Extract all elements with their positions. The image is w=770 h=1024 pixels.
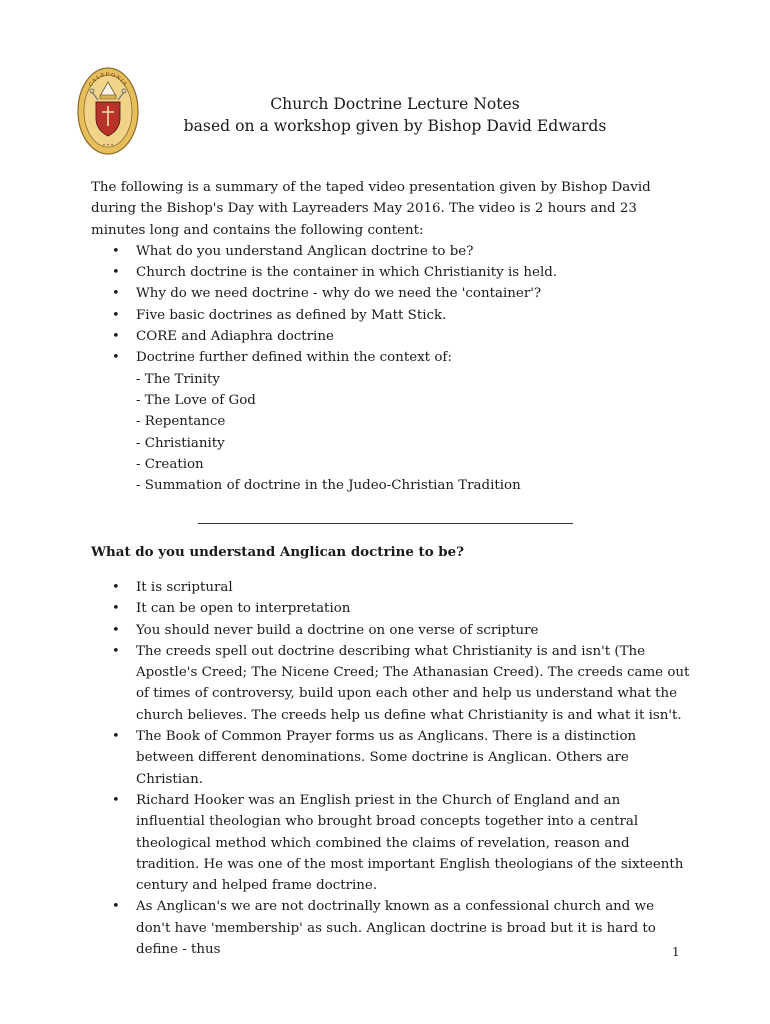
list-item-text: What do you understand Anglican doctrine to be? [136,243,474,259]
sub-list-item: - Christianity [136,435,225,451]
list-item [91,726,691,790]
sub-list-item: - Creation [136,456,204,472]
list-item-text: Richard Hooker was an English priest in the Church of England and an influential theologian who brought broad concepts together into a central theological method which combined the claims of revelation, reason and tradition. He was one of the most important English theologians of the sixteenth century and helped frame doctrine. [136,792,684,894]
list-item-text: Doctrine further defined within the context of: [136,350,452,366]
list-item [91,283,691,304]
bullet-icon: • [112,329,120,345]
bullet-icon: • [112,265,120,281]
bullet-icon: • [112,350,120,366]
list-item [91,305,691,326]
bullet-icon: • [112,643,120,659]
intro-paragraph: The following is a summary of the taped video presentation given by Bishop David during the Bishop's Day with Layreaders May 2016. The video is 2 hours and 23 minutes long and contains the following content: [91,180,651,238]
svg-text:CALEDONIA: CALEDONIA [87,71,129,88]
page-number: 1 [672,945,680,959]
list-item-text: CORE and Adiaphra doctrine [136,329,334,345]
list-item [91,598,691,619]
sub-list-item: - The Love of God [136,392,256,408]
bullet-icon: • [112,729,120,745]
doctrine-section [91,577,691,960]
section-divider [198,523,573,524]
bullet-icon: • [112,622,120,638]
list-item-text: Five basic doctrines as defined by Matt Stick. [136,307,447,323]
bullet-icon: • [112,792,120,808]
list-item-text: The Book of Common Prayer forms us as Anglicans. There is a distinction between different denominations. Some doctrine is Anglican. Others are Christian. [136,729,637,787]
list-item [91,620,691,641]
list-item-text: It can be open to interpretation [136,601,351,617]
list-item-text: You should never build a doctrine on one verse of scripture [136,622,539,638]
list-item [91,241,691,262]
title-line-2: based on a workshop given by Bishop David Edwards [183,117,607,135]
list-item [91,326,691,347]
context-sub-list [136,369,691,497]
list-item [91,262,691,283]
bullet-icon: • [112,307,120,323]
title-line-1: Church Doctrine Lecture Notes [270,95,520,113]
bullet-icon: • [112,601,120,617]
bullet-icon: • [112,899,120,915]
section-heading: What do you understand Anglican doctrine to be? [91,544,465,560]
sub-list-item: - The Trinity [136,371,220,387]
list-item [91,347,691,496]
list-item [91,577,691,598]
list-item [91,790,691,896]
sub-list-item: - Repentance [136,414,226,430]
doctrine-list [91,577,691,960]
intro-section [91,177,691,496]
list-item-text: It is scriptural [136,580,233,595]
svg-text:✦ ✦ ✦: ✦ ✦ ✦ [102,143,114,147]
bullet-icon: • [112,243,120,259]
contents-list [91,241,691,497]
list-item-text: Why do we need doctrine - why do we need the 'container'? [136,286,542,302]
sub-list-item: - Summation of doctrine in the Judeo-Christian Tradition [136,478,521,494]
list-item-text: Church doctrine is the container in which Christianity is held. [136,265,558,281]
diocese-seal-logo [76,66,140,156]
list-item-text: The creeds spell out doctrine describing what Christianity is and isn't (The Apostle's Creed; The Nicene Creed; The Athanasian Creed). The creeds came out of times of controversy, build upon each other and help us understand what the church believes. The creeds help us define what Christianity is and what it isn't. [136,643,690,723]
document-title [150,93,640,137]
list-item [91,896,691,960]
bullet-icon: • [112,580,120,595]
bullet-icon: • [112,286,120,302]
list-item [91,641,691,726]
list-item-text: As Anglican's we are not doctrinally known as a confessional church and we don't have 'membership' as such. Anglican doctrine is broad but it is hard to define - thus [136,899,656,958]
